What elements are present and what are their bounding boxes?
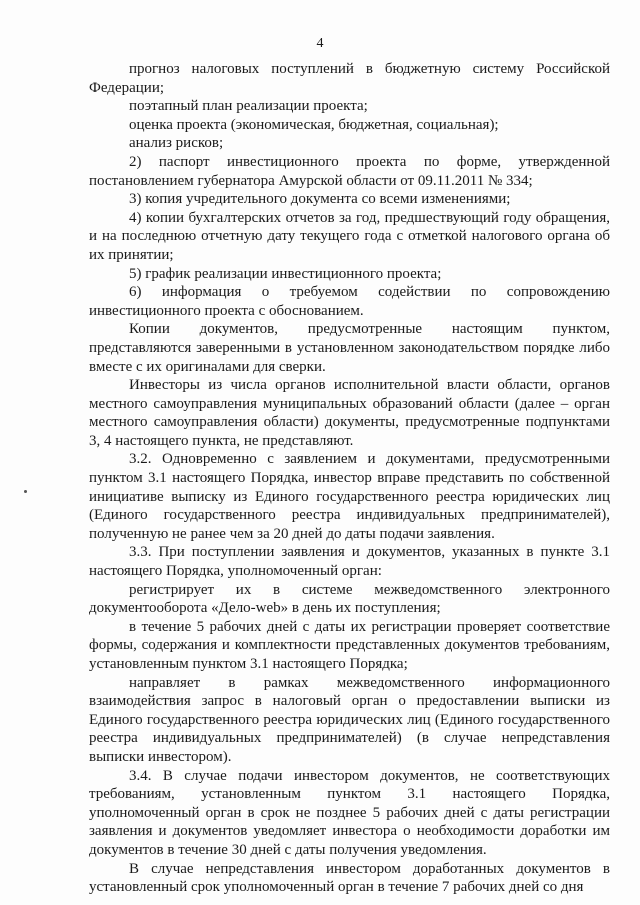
paragraph: поэтапный план реализации проекта; [129, 98, 368, 115]
paragraph: 6) информация о требуемом содействии по сопровождению инвестиционного проекта с обоснованием. [89, 284, 610, 319]
paragraph: Копии документов, предусмотренные настоящим пунктом, представляются заверенными в установленном законодательством порядке либо вместе с их оригиналами для сверки. [89, 321, 610, 375]
paragraph: 3.2. Одновременно с заявлением и документами, предусмотренными пунктом 3.1 настоящего Порядка, инвестор вправе представить по собственной инициативе выписку из Единого государственного реестра юридических лиц (Единого государственного реестра индивидуальных предпринимателей), полученную не ранее чем за 20 дней до даты подачи заявления. [89, 451, 610, 542]
paragraph: оценка проекта (экономическая, бюджетная, социальная); [129, 116, 499, 133]
paragraph: 4) копии бухгалтерских отчетов за год, предшествующий году обращения, и на последнюю отчетную дату текущего года с отметкой налогового органа об их принятии; [89, 209, 610, 263]
document-body [89, 60, 610, 897]
paragraph: 2) паспорт инвестиционного проекта по форме, утвержденной постановлением губернатора Амурской области от 09.11.2011 № 334; [89, 153, 610, 189]
page-number: 4 [316, 36, 324, 51]
paragraph: анализ рисков; [129, 135, 224, 152]
paragraph: в течение 5 рабочих дней с даты их регистрации проверяет соответствие формы, содержания и комплектности представленных документов требованиям, установленным пунктом 3.1 настоящего Порядка; [89, 618, 610, 672]
paragraph: Инвесторы из числа органов исполнительной власти области, органов местного самоуправления муниципальных образований области (далее – орган местного самоуправления области) документы, предусмотренные подпунктами 3, 4 настоящего пункта, не представляют. [89, 377, 610, 449]
paragraph: регистрирует их в системе межведомственного электронного документооборота «Дело-web» в день их поступления; [89, 581, 610, 617]
paragraph: 3) копия учредительного документа со всеми изменениями; [129, 191, 511, 208]
scan-speck [24, 490, 27, 493]
paragraph: 3.4. В случае подачи инвестором документов, не соответствующих требованиям, установленным пунктом 3.1 настоящего Порядка, уполномоченный орган в срок не позднее 5 рабочих дней с даты регистрации заявления и документов уведомляет инвестора о необходимости доработки им документов в течение 30 дней с даты получения уведомления. [89, 767, 610, 858]
paragraph: В случае непредставления инвестором доработанных документов в установленный срок уполномоченный орган в течение 7 рабочих дней со дня [89, 860, 610, 896]
paragraph: прогноз налоговых поступлений в бюджетную систему Российской Федерации; [89, 61, 610, 96]
paragraph: направляет в рамках межведомственного информационного взаимодействия запрос в налоговый орган о предоставлении выписки из Единого государственного реестра юридических лиц (Единого государственного реестра индивидуальных предпринимателей) (в случае непредставления выписки инвестором). [89, 674, 610, 765]
paragraph: 3.3. При поступлении заявления и документов, указанных в пункте 3.1 настоящего Порядка, уполномоченный орган: [89, 544, 610, 580]
paragraph: 5) график реализации инвестиционного проекта; [129, 265, 442, 282]
